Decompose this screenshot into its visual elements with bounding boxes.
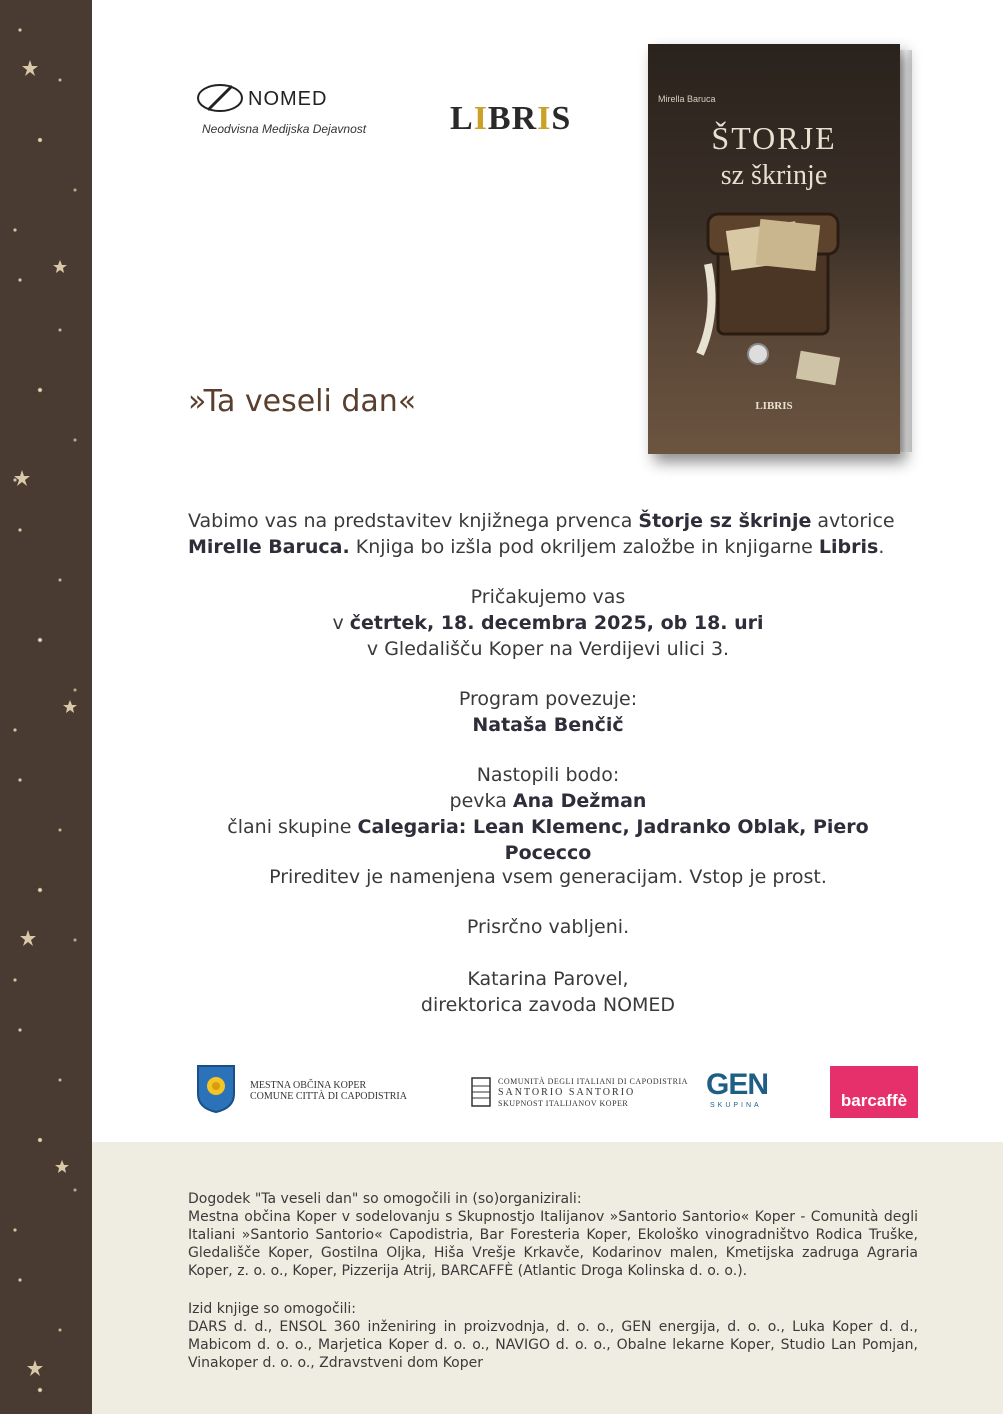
koper-municipality-text: MESTNA OBČINA KOPER COMUNE CITTÀ DI CAPODISTRIA: [250, 1080, 407, 1102]
stars-decoration: [0, 0, 92, 1414]
koper-coat-of-arms-icon: [196, 1064, 236, 1114]
host-label: Program povezuje:: [458, 688, 638, 710]
book-title: Štorje sz škrinje: [638, 510, 812, 532]
treasure-chest-illustration: [688, 204, 858, 394]
welcome-line: Prisrčno vabljeni.: [466, 916, 630, 938]
book-cover: [648, 44, 900, 454]
performers-section: [188, 762, 908, 866]
libris-logo: LIBRIS: [450, 100, 572, 137]
host-name: Nataša Benčič: [472, 714, 624, 736]
gen-logo: GEN: [706, 1068, 769, 1101]
entry-note: Prireditev je namenjena vsem generacijam. Vstop je prost.: [269, 866, 827, 888]
event-headline: »Ta veseli dan«: [188, 384, 417, 419]
santorio-emblem-icon: [470, 1076, 492, 1108]
host-section: [188, 686, 908, 738]
author-name: Mirelle Baruca.: [188, 536, 350, 558]
nomed-logo: [196, 78, 406, 138]
book-cover-author: Mirella Baruca: [658, 94, 716, 104]
starry-sidebar: [0, 0, 92, 1414]
book-cover-publisher: LIBRIS: [755, 400, 793, 412]
performers-label: Nastopili bodo:: [476, 764, 620, 786]
book-cover-title: ŠTORJE: [711, 120, 837, 156]
event-invite-line: Pričakujemo vas: [470, 586, 626, 608]
signature: [188, 966, 908, 1018]
nomed-tagline: Neodvisna Medijska Dejavnost: [202, 122, 367, 136]
signature-title: direktorica zavoda NOMED: [420, 994, 676, 1016]
signature-name: Katarina Parovel,: [467, 968, 629, 990]
nomed-name: NOMED: [248, 88, 328, 110]
event-details: [188, 584, 908, 662]
group-line: člani skupine Calegaria: Lean Klemenc, Jadranko Oblak, Piero Pocecco: [227, 816, 869, 864]
organizers-paragraph: Dogodek "Ta veseli dan" so omogočili in (so)organizirali: Mestna občina Koper v sodelovanju s Skupnostjo Italijanov »Santorio Santorio« Koper - Comunità degli Italiani »Santorio Santorio« Capodistria, Bar Foresteria Koper, Ekološko vinogradništvo Rodica Truške, Gledališče Koper, Gostilna Oljka, Hiša Vrešje Krkavče, Kodarinov malen, Kmetijska zadruga Agraria Koper, z. o. o., Koper, Pizzerija Atrij, BARCAFFÈ (Atlantic Droga Kolinska d. o. o.).: [188, 1191, 918, 1279]
intro-paragraph: Vabimo vas na predstavitev knjižnega prvenca Štorje sz škrinje avtorice Mirelle Baruca. Knjiga bo izšla pod okriljem založbe in knjigarne Libris.: [188, 510, 895, 558]
nomed-emblem-icon: [196, 80, 246, 116]
event-venue: v Gledališču Koper na Verdijevi ulici 3.: [366, 638, 730, 660]
event-date: v četrtek, 18. decembra 2025, ob 18. uri: [332, 612, 764, 634]
gen-subtitle: SKUPINA: [710, 1102, 762, 1109]
santorio-community-text: COMUNITÀ DEGLI ITALIANI DI CAPODISTRIA SANTORIO SANTORIO SKUPNOST ITALIJANOV KOPER: [498, 1077, 688, 1108]
book-supporters-paragraph: Izid knjige so omogočili: DARS d. d., ENSOL 360 inženiring in proizvodnja, d. o. o., GEN energija, d. o. o., Luka Koper d. d., Mabicom d. o. o., Marjetica Koper d. o. o., NAVIGO d. o. o., Obalne lekarne Koper, Studio Lan Pomjan, Vinakoper d. o. o., Zdravstveni dom Koper: [188, 1301, 918, 1371]
singer-line: pevka Ana Dežman: [449, 790, 647, 812]
footer-panel: [92, 1142, 1003, 1414]
barcaffe-logo: barcaffè: [830, 1066, 918, 1118]
publisher-name: Libris: [818, 536, 879, 558]
book-cover-subtitle: sz škrinje: [720, 160, 828, 191]
book-pages-edge: [900, 50, 912, 452]
sponsor-logos: [190, 1060, 920, 1130]
